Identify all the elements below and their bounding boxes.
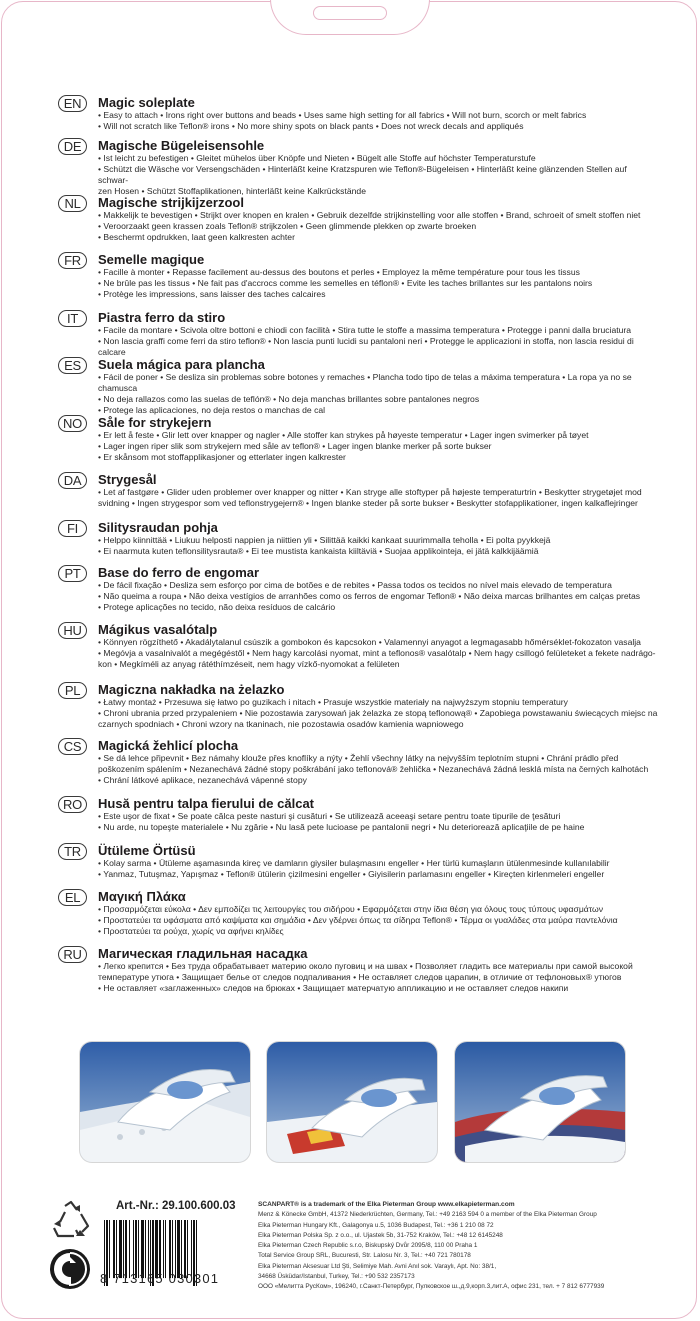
feature-line: • No deja rallazos como las suelas de teflón® • No deja manchas brillantes sobre pantalones negros xyxy=(98,394,480,404)
legal-line: SCANPART® is a trademark of the Elka Pieterman Group www.elkapieterman.com xyxy=(258,1201,515,1208)
feature-line: • Facile da montare • Scivola oltre bottoni e chiodi con facilità • Stira tutte le stoffe a massima temperatura • Protegge i panni dalla bruciatura xyxy=(98,325,632,335)
language-code-badge: TR xyxy=(58,843,87,860)
feature-line: • Chrání látkové aplikace, nezanechává vápenné stopy xyxy=(98,775,307,785)
feature-line: • Kolay sarma • Ütüleme aşamasında kireç ve damların giysiler bulaşmasını engeller • Her türlü kumaşların ütülenmesinde kullanılabilir xyxy=(98,858,610,868)
barcode-bar xyxy=(145,1220,146,1278)
legal-line: ООО «Мелитта РусКом», 196240, г.Санкт-Петербург, Пулковское ш.,д.9,корп.3,лит.А, офис 231, тел. + 7 812 6777939 xyxy=(258,1283,605,1291)
language-code-badge: HU xyxy=(58,622,87,639)
feature-line: • Chroni ubrania przed przypaleniem • Nie pozostawia zarysowań jak żelazka ze stopą teflonową® • Zapobiega powstawaniu świecących miejsc na xyxy=(98,708,658,718)
feature-line: • Protège les impressions, sans laisser des taches calcaires xyxy=(98,289,326,299)
feature-line: • Ne brûle pas les tissus • Ne fait pas d'accrocs comme les semelles en téflon® • Evite les taches brillantes sur les pantalons noirs xyxy=(98,278,593,288)
language-code-badge: IT xyxy=(58,310,87,327)
legal-line: 34668 Üsküdar/Istanbul, Turkey, Tel.: +90 532 2357173 xyxy=(258,1273,415,1281)
feature-line: kon • Megkíméli az anyag rátéthímzéseit, nem hagy vízkő-nyomokat a felületen xyxy=(98,659,400,669)
language-section-hu xyxy=(58,620,658,670)
feature-line: • Beschermt opdrukken, laat geen kalkresten achter xyxy=(98,232,295,242)
barcode-bar xyxy=(119,1220,122,1278)
feature-line: • Makkelijk te bevestigen • Strijkt over knopen en kralen • Gebruik dezelfde strijkinstelling voor alle stoffen • Brand, schroeit of smelt stoffen niet xyxy=(98,210,641,220)
feature-line: • Προστατεύει τα ρούχα, χωρίς να αφήνει κηλίδες xyxy=(98,926,284,936)
feature-line: czarnych spodniach • Chroni wzory na tkaninach, nie pozostawia osadów kamienia wapniowego xyxy=(98,719,464,729)
feature-line: • Helppo kiinnittää • Liukuu helposti nappien ja niittien yli • Silittää kaikki kankaat suurimmalla teholla • Ei polta pyykkejä xyxy=(98,535,551,545)
feature-line: температуре утюга • Защищает белье от следов подпаливания • Не оставляет следов царапин, в отличие от тефлоновых® утюгов xyxy=(98,972,622,982)
barcode-bar xyxy=(155,1220,158,1278)
feature-line: • Megóvja a vasalnivalót a megégéstől • Nem hagy karcolási nyomat, mint a teflonos® vasalótalp • Nem hagy csillogó felületeket a fekete nadrágo- xyxy=(98,648,656,658)
green-dot-icon xyxy=(49,1248,91,1290)
language-section-fr xyxy=(58,250,658,300)
language-section-de xyxy=(58,136,658,197)
legal-line: Elka Pieterman Aksesuar Ltd Şti, Selimiye Mah. Avni Anıl sok. Varaylı, Apt. No: 38/1, xyxy=(258,1262,497,1270)
language-code-badge: ES xyxy=(58,357,87,374)
language-section-da xyxy=(58,470,658,509)
section-title: Магическая гладильная насадка xyxy=(98,946,308,961)
section-title: Μαγική Πλάκα xyxy=(98,889,186,904)
section-title: Husă pentru talpa fierului de călcat xyxy=(98,796,314,811)
section-title: Ütüleme Örtüsü xyxy=(98,843,196,858)
photo-iron-on-fabric xyxy=(455,1042,625,1162)
feature-line: • Ei naarmuta kuten teflonsilitysrauta® • Ei tee mustista kankaista kiiltäviä • Suojaa applikointeja, ei jätä kalkkijäämiä xyxy=(98,546,539,556)
barcode-bar xyxy=(165,1220,166,1278)
barcode-bar xyxy=(125,1220,127,1278)
barcode-bar xyxy=(187,1220,188,1278)
language-section-pl xyxy=(58,680,658,730)
photo-iron-on-decal xyxy=(267,1042,437,1162)
feature-line: • Er skånsom mot stoffapplikasjoner og etterlater ingen kalkrester xyxy=(98,452,346,462)
barcode-bar xyxy=(191,1220,192,1278)
barcode-bar xyxy=(184,1220,186,1278)
feature-line: • Easy to attach • Irons right over buttons and beads • Uses same high setting for all fabrics • Will not burn, scorch or melt fabrics xyxy=(98,110,587,120)
barcode-bar xyxy=(141,1220,144,1278)
section-title: Mágikus vasalótalp xyxy=(98,622,218,637)
feature-line: • Se dá lehce připevnit • Bez námahy klouže přes knoflíky a nýty • Žehlí všechny látky na nejvyšším teplotním stupni • Chrání prádlo před xyxy=(98,753,619,763)
language-code-badge: NO xyxy=(58,415,87,432)
feature-line: • De fácil fixação • Desliza sem esforço por cima de botões e de rebites • Passa todos os tecidos no nível mais elevado de temperatura xyxy=(98,580,612,590)
barcode-bar xyxy=(172,1220,173,1278)
feature-line: • Will not scratch like Teflon® irons • No more shiny spots on black pants • Does not wreck decals and appliqués xyxy=(98,121,524,131)
feature-line: • Nu arde, nu topeşte materialele • Nu zgârie • Nu lasă pete lucioase pe pantalonii negri • Nu deteriorează aplicaţiile de pe haine xyxy=(98,822,585,832)
language-code-badge: RO xyxy=(58,796,87,813)
barcode-bar xyxy=(159,1220,161,1278)
barcode-bar xyxy=(138,1220,139,1278)
barcode-number: 8 713165 030301 xyxy=(100,1271,220,1286)
feature-line: • Facille à monter • Repasse facilement au-dessus des boutons et perles • Employez la même température pour tous les tissus xyxy=(98,267,580,277)
barcode-bar xyxy=(175,1220,176,1278)
language-code-badge: PT xyxy=(58,565,87,582)
section-title: Magická žehlicí plocha xyxy=(98,738,239,753)
barcode-bar xyxy=(129,1220,130,1278)
feature-line: • Let af fastgøre • Glider uden problemer over knapper og nitter • Kan stryge alle stoftyper på højeste temperaturtrin • Beskytter strygetøjet mod xyxy=(98,487,642,497)
barcode-bar xyxy=(123,1220,124,1278)
language-code-badge: EL xyxy=(58,889,87,906)
language-code-badge: NL xyxy=(58,195,87,212)
feature-line: • Não queima a roupa • Não deixa vestígios de arranhões como os ferros de engomar Teflon® • Não deixa marcas brilhantes em calças pretas xyxy=(98,591,641,601)
language-section-el xyxy=(58,887,658,937)
barcode-bar xyxy=(177,1220,180,1278)
feature-line: • Veroorzaakt geen krassen zoals Teflon® strijkzolen • Geen glimmende plekken op zwarte broeken xyxy=(98,221,477,231)
feature-line: • Este uşor de fixat • Se poate călca peste nasturi şi cusături • Se utilizează aceeaşi setare pentru toate tipurile de ţesături xyxy=(98,811,561,821)
language-code-badge: RU xyxy=(58,946,87,963)
legal-info xyxy=(258,1200,668,1293)
recycle-icon xyxy=(50,1200,92,1240)
section-title: Såle for strykejern xyxy=(98,415,212,430)
section-title: Magische Bügeleisensohle xyxy=(98,138,265,153)
photo-iron-on-buttons xyxy=(80,1042,250,1162)
feature-line: • Προστατεύει τα υφάσματα από καψίματα και σημάδια • Δεν γδέρνει όπως τα σίδηρα Teflon® • Τέρμα οι γυαλάδες στα μαύρα παντελόνια xyxy=(98,915,618,925)
language-code-badge: EN xyxy=(58,95,87,112)
feature-line: • Schützt die Wäsche vor Versengschäden • Hinterläßt keine Kratzspuren wie Teflon®-Bügeleisen • Hinterläßt keine glänzenden Stellen auf schwar- xyxy=(98,164,627,185)
legal-line: Total Service Group SRL, Bucuresti, Str. Lalosu Nr. 3, Tel.: +40 721 780178 xyxy=(258,1252,471,1260)
feature-line: • Łatwy montaż • Przesuwa się łatwo po guzikach i nitach • Prasuje wszystkie materiały na najwyższym stopniu temperatury xyxy=(98,697,568,707)
section-title: Suela mágica para plancha xyxy=(98,357,265,372)
section-title: Semelle magique xyxy=(98,252,205,267)
feature-line: • Yanmaz, Tutuşmaz, Yapışmaz • Teflon® ütülerin çizilmesini engeller • Giyisilerin parlamasını engeller • Kireçten kirlenmeleri engeller xyxy=(98,869,605,879)
language-code-badge: PL xyxy=(58,682,87,699)
feature-line: • Легко крепится • Без труда обрабатывает материю около пуговиц и на швах • Позволяет гладить все материалы при самой высокой xyxy=(98,961,633,971)
language-section-ro xyxy=(58,794,658,833)
feature-line: • Не оставляет «заглаженных» следов на брюках • Защищает матерчатую аппликацию и не оставляет следов накипи xyxy=(98,983,569,993)
language-code-badge: CS xyxy=(58,738,87,755)
legal-line: Elka Pieterman Hungary Kft., Galagonya u.5, 1036 Budapest, Tel.: +36 1 210 08 72 xyxy=(258,1221,494,1229)
language-code-badge: FR xyxy=(58,252,87,269)
feature-line: svidning • Ingen strygespor som ved teflonstrygejern® • Ingen blanke steder på sorte bukser • Beskytter stofapplikationer, ingen kalkaflejringer xyxy=(98,498,638,508)
section-title: Strygesål xyxy=(98,472,157,487)
feature-line: • Könnyen rögzíthető • Akadálytalanul csúszik a gombokon és kapcsokon • Valamennyi anyagot a legmagasabb hőmérséklet-fokozaton vasalja xyxy=(98,637,641,647)
language-code-badge: DE xyxy=(58,138,87,155)
feature-line: • Fácil de poner • Se desliza sin problemas sobre botones y remaches • Plancha todo tipo de telas a máxima temperatura • La ropa ya no se chamusca xyxy=(98,372,632,393)
legal-line: Elka Pieterman Czech Republic s.r.o, Biskupský Dvůr 2095/8, 110 00 Praha 1 xyxy=(258,1242,478,1250)
feature-line: zen Hosen • Schützt Stoffaplikationen, hinterläßt keine Kalkrückstände xyxy=(98,186,366,196)
product-photos xyxy=(80,1042,625,1162)
section-title: Silitysraudan pohja xyxy=(98,520,218,535)
section-title: Magic soleplate xyxy=(98,95,195,110)
language-section-ru xyxy=(58,944,658,994)
feature-line: • Lager ingen riper slik som strykejern med såle av teflon® • Lager ingen blanke merker på sorte bukser xyxy=(98,441,492,451)
hang-hole xyxy=(313,6,387,20)
barcode-bar xyxy=(133,1220,134,1278)
barcode-bar xyxy=(135,1220,137,1278)
language-section-nl xyxy=(58,193,658,243)
barcode-bar xyxy=(113,1220,115,1278)
barcode-bar xyxy=(169,1220,171,1278)
language-section-pt xyxy=(58,563,658,613)
language-section-it xyxy=(58,308,658,358)
section-title: Magische strijkijzerzool xyxy=(98,195,244,210)
feature-line: • Non lascia graffi come ferri da stiro teflon® • Non lascia punti lucidi su pantaloni neri • Protegge le applicazioni in stoffa, non lascia residui di calcare xyxy=(98,336,634,357)
barcode-bar xyxy=(109,1220,110,1278)
section-title: Magiczna nakładka na żelazko xyxy=(98,682,285,697)
article-number: Art.-Nr.: 29.100.600.03 xyxy=(116,1200,236,1212)
feature-line: • Ist leicht zu befestigen • Gleitet mühelos über Knöpfe und Nieten • Bügelt alle Stoffe auf höchster Temperaturstufe xyxy=(98,153,536,163)
language-code-badge: FI xyxy=(58,520,87,537)
language-code-badge: DA xyxy=(58,472,87,489)
section-title: Piastra ferro da stiro xyxy=(98,310,226,325)
feature-line: poškozením spálením • Nezanechává žádné stopy poškrábání jako teflonová® žehlička • Nezanechává žádná lesklá místa na černých kalhotách xyxy=(98,764,649,774)
language-section-es xyxy=(58,355,658,416)
footer xyxy=(46,1200,666,1310)
language-section-fi xyxy=(58,518,658,557)
language-section-no xyxy=(58,413,658,463)
barcode-bar xyxy=(163,1220,164,1278)
section-title: Base do ferro de engomar xyxy=(98,565,260,580)
legal-line: Elka Pieterman Polska Sp. z o.o., ul. Ujastek 5b, 31-752 Kraków, Tel.: +48 12 6145248 xyxy=(258,1231,503,1239)
barcode-bar xyxy=(181,1220,182,1278)
feature-line: • Er lett å feste • Glir lett over knapper og nagler • Alle stoffer kan strykes på høyeste temperatur • Lager ingen svimerker på tøyet xyxy=(98,430,589,440)
language-section-cs xyxy=(58,736,658,786)
language-section-en xyxy=(58,93,658,132)
feature-line: • Protege aplicações no tecido, não deixa resíduos de calcário xyxy=(98,602,336,612)
feature-line: • Προσαρμόζεται εύκολα • Δεν εμποδίζει τις λειτουργίες του σιδήρου • Εφαρμόζεται στην ίδια θέση για όλους τους τύπους υφασμάτων xyxy=(98,904,604,914)
legal-line: Menz & Könecke GmbH, 41372 Niederkrüchten, Germany, Tel.: +49 2163 594 0 a member of the Elka Pieterman Group xyxy=(258,1211,597,1219)
barcode-bar xyxy=(116,1220,117,1278)
language-section-tr xyxy=(58,841,658,880)
feature-line: • Protege las aplicaciones, no deja restos o manchas de cal xyxy=(98,405,326,415)
barcode-bar xyxy=(148,1220,149,1278)
